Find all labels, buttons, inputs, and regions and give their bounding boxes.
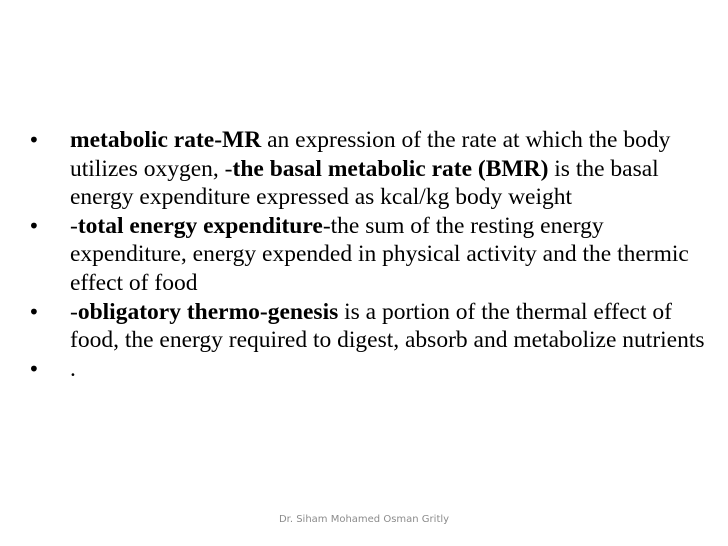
bullet-icon: •: [28, 213, 40, 238]
term-metabolic-rate: metabolic rate-MR: [70, 127, 262, 153]
bullet-item-obligatory-thermogenesis: [28, 298, 708, 355]
definition-text: -the sum of the resting energy expenditure, energy expended in physical activity and the thermic effect of food: [70, 212, 689, 296]
bullet-icon: •: [28, 128, 40, 152]
bullet-list: [28, 126, 708, 383]
term-obligatory-thermogenesis: obligatory thermo-genesis: [77, 298, 339, 325]
dash-prefix: -: [70, 298, 78, 325]
term-total-energy-expenditure: total energy expenditure: [77, 212, 323, 239]
period-text: .: [70, 355, 76, 382]
definition-text: an expression of the rate at which the body utilizes oxygen, -: [70, 127, 671, 182]
bullet-item-metabolic-rate: [28, 126, 708, 212]
definition-text: is the basal energy expenditure expressed as kcal/kg body weight: [70, 155, 659, 211]
footer-author: Dr. Siham Mohamed Osman Gritly: [278, 514, 450, 525]
term-bmr: the basal metabolic rate (BMR): [232, 155, 549, 182]
bullet-icon: •: [28, 299, 40, 324]
bullet-icon: •: [28, 356, 40, 381]
bullet-item-total-energy: [28, 212, 708, 298]
dash-prefix: -: [70, 212, 78, 239]
bullet-item-empty: [28, 355, 708, 384]
definition-text: is a portion of the thermal effect of food, the energy required to digest, absorb and metabolize nutrients: [70, 298, 705, 354]
